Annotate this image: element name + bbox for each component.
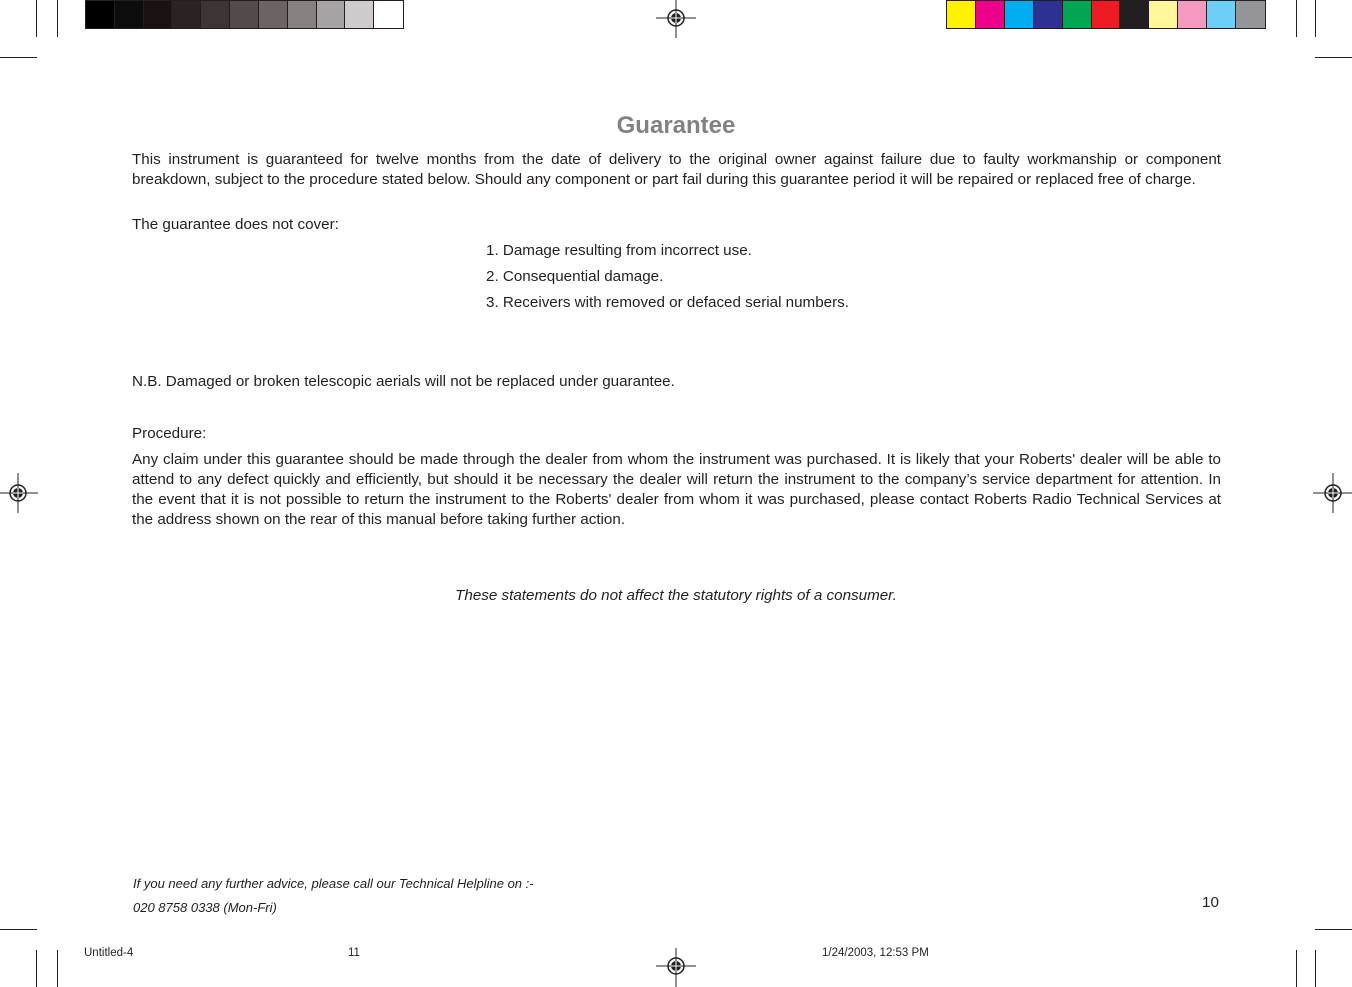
crop-mark-top-left-vertical [36, 0, 37, 37]
color-swatch [1063, 1, 1092, 28]
color-swatch [317, 1, 346, 28]
color-swatch [1005, 1, 1034, 28]
crop-mark-bottom-right-vertical-2 [1315, 950, 1316, 987]
registration-mark-left [0, 473, 38, 513]
registration-mark-top [656, 0, 696, 38]
exclusions-heading: The guarantee does not cover: [132, 216, 339, 233]
page-number: 10 [1202, 894, 1219, 911]
color-swatch [1207, 1, 1236, 28]
exclusions-list [486, 241, 849, 319]
crop-mark-bottom-right-vertical [1296, 950, 1297, 987]
color-swatch [144, 1, 173, 28]
page-title: Guarantee [616, 112, 736, 139]
color-swatch [374, 1, 403, 28]
color-swatch [345, 1, 374, 28]
crop-mark-bottom-left-vertical-2 [57, 950, 58, 987]
color-swatch [1149, 1, 1178, 28]
crop-mark-top-left-vertical-2 [57, 0, 58, 37]
exclusion-item: 3. Receivers with removed or defaced serial numbers. [486, 294, 849, 311]
color-swatch [1120, 1, 1149, 28]
crop-mark-top-right-vertical-2 [1315, 0, 1316, 37]
registration-mark-bottom [656, 948, 696, 987]
procedure-heading: Procedure: [132, 425, 207, 442]
color-swatch [259, 1, 288, 28]
color-swatch [1178, 1, 1207, 28]
color-swatch [1092, 1, 1121, 28]
exclusion-item: 1. Damage resulting from incorrect use. [486, 242, 752, 259]
color-swatch [1236, 1, 1265, 28]
color-swatch [201, 1, 230, 28]
crop-mark-bottom-left-horizontal [0, 929, 37, 930]
color-swatch [288, 1, 317, 28]
helpline-text: If you need any further advice, please call our Technical Helpline on :- [133, 876, 534, 891]
slug-timestamp: 1/24/2003, 12:53 PM [822, 947, 929, 959]
crop-mark-top-left-horizontal [0, 57, 37, 58]
crop-mark-top-right-vertical [1296, 0, 1297, 37]
color-swatch [115, 1, 144, 28]
crop-mark-bottom-left-vertical [36, 950, 37, 987]
crop-mark-top-right-horizontal [1315, 57, 1352, 58]
color-swatch [1034, 1, 1063, 28]
color-swatch [172, 1, 201, 28]
nb-note: N.B. Damaged or broken telescopic aerials will not be replaced under guarantee. [132, 373, 675, 390]
procedure-text: Any claim under this guarantee should be made through the dealer from whom the instrument was purchased. It is likely that your Roberts' dealer will be able to attend to any defect quickly and efficiently, but should it be necessary the dealer will return the instrument to the company’s service department for attention. In the event that it is not possible to return the instrument to the Roberts' dealer from whom it was purchased, please contact Roberts Radio Technical Services at the address shown on the rear of this manual before taking further action. [132, 451, 1221, 528]
slug-page: 11 [348, 947, 360, 959]
exclusion-item: 2. Consequential damage. [486, 268, 664, 285]
guarantee-intro: This instrument is guaranteed for twelve months from the date of delivery to the original owner against failure due to faulty workmanship or component breakdown, subject to the procedure stated below. Should any component or part fail during this guarantee period it will be repaired or replaced free of charge. [132, 151, 1221, 188]
process-color-bar [946, 0, 1266, 29]
color-swatch [976, 1, 1005, 28]
helpline-number: 020 8758 0338 (Mon-Fri) [133, 900, 277, 915]
slug-filename: Untitled-4 [84, 947, 134, 959]
statutory-rights-note: These statements do not affect the statutory rights of a consumer. [455, 587, 897, 604]
color-swatch [947, 1, 976, 28]
crop-mark-bottom-right-horizontal [1315, 929, 1352, 930]
registration-mark-right [1313, 473, 1352, 513]
color-swatch [86, 1, 115, 28]
grayscale-color-bar [85, 0, 404, 29]
color-swatch [230, 1, 259, 28]
